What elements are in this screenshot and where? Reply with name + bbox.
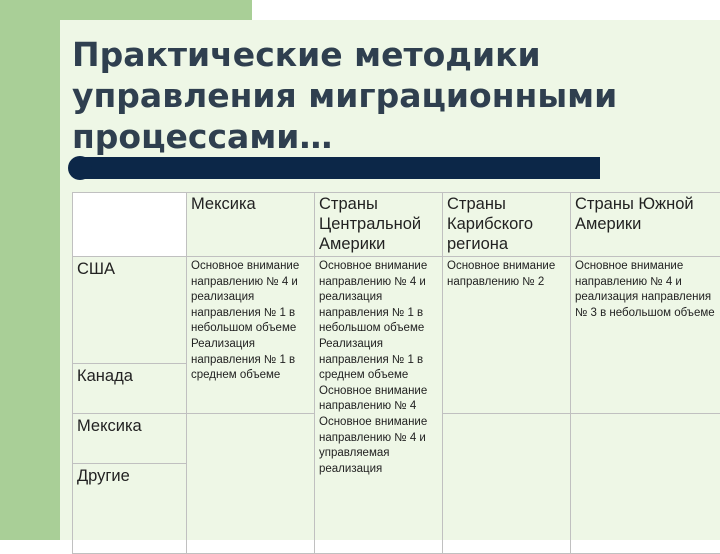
row-label-other: Другие [73,464,187,554]
title-underline-bar [68,156,600,180]
row-label-canada: Канада [73,364,187,414]
empty-cell [571,414,720,554]
migration-methods-table [72,192,720,554]
underline-dot [68,156,92,180]
underline-bar [76,157,600,179]
cell-central-usa: Основное внимание направлению № 4 и реализация направления № 1 в небольшом объеме [319,259,438,337]
cell-mexico-usa: Основное внимание направлению № 4 и реализация направления № 1 в небольшом объеме [191,259,310,337]
header-mexico: Мексика [187,193,315,257]
header-caribbean: Страны Карибского региона [443,193,571,257]
header-south-america: Страны Южной Америки [571,193,720,257]
cell-central-america-destinations [315,257,443,554]
header-central-america: Страны Центральной Америки [315,193,443,257]
empty-cell [187,414,315,554]
cell-mexico-canada: Реализация направления № 1 в среднем объеме [191,337,310,384]
cell-south-america-usa: Основное внимание направлению № 4 и реализация направления № 3 в небольшом объеме [571,257,720,414]
slide-title: Практические методики управления миграционными процессами… [72,34,672,157]
empty-cell [443,414,571,554]
table-row [73,257,720,364]
table-header-row [73,193,720,257]
row-label-mexico: Мексика [73,414,187,464]
header-corner-cell [73,193,187,257]
cell-central-mexico: Основное внимание направлению № 4 [319,384,438,415]
cell-central-other: Основное внимание направлению № 4 и управляемая реализация [319,415,438,477]
cell-caribbean-usa: Основное внимание направлению № 2 [443,257,571,414]
row-label-usa: США [73,257,187,364]
cell-mexico-destinations [187,257,315,414]
cell-central-canada: Реализация направления № 1 в среднем объеме [319,337,438,384]
